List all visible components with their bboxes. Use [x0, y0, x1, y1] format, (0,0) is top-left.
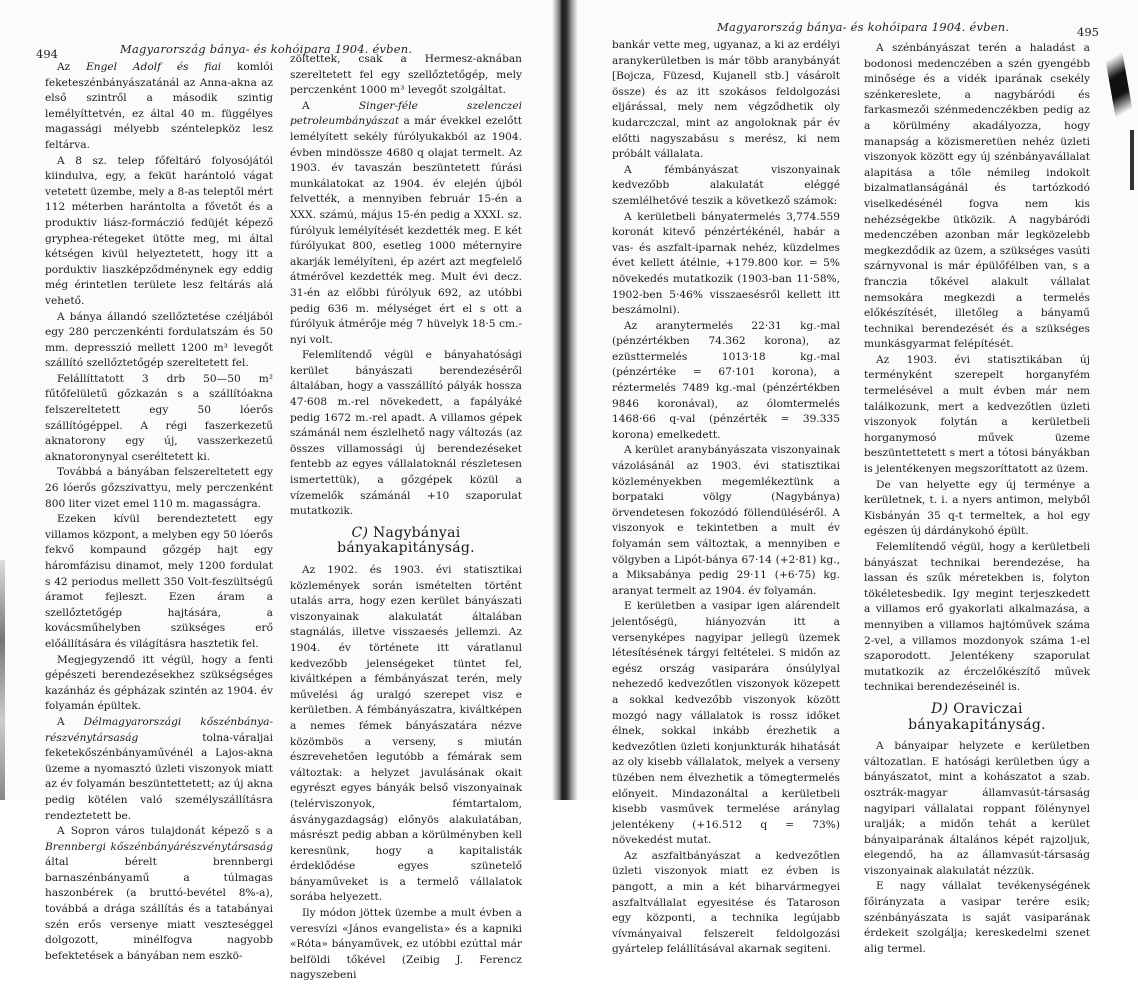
- text-run: Felállíttatott 3 drb 50—50 m² fűtőfelületű gőzkazán s a szállítóakna felszereltetett egy 50 lóerős szállítógéppel. A régi faszerkezetű aknatorony egy új, vasszerkezetű aknatoronynyal cseréltetett ki.: [45, 372, 273, 463]
- paragraph: [864, 739, 1090, 879]
- text-column: [290, 52, 522, 984]
- text-run: Továbbá a bányában felszereltetett egy 26 lóerős gőzszivattyu, mely perczenként 800 liter vizet emel 110 m. magasságra.: [45, 466, 273, 510]
- text-run: A 8 sz. telep főfeltáró folyosójától kiindulva, egy, a feküt harántoló vágat vetetett üzembe, mely a 8-as teleptől mért 112 méterben harántolta a fővetőt és a produktiv liász-formáczió fedüjét képező gryphea-rétegeket ütötte meg, mi által kétségen kivül helyeztetett, hogy itt a porduktiv liaszképződménynek egy eddig még érintetlen területe lesz feltárás alá vehető.: [45, 154, 273, 307]
- text-run: E nagy vállalat tevékenységének főirányzata a vasipar terére esik; szénbányászata is saját vasiparának érdekeit szolgálja; kereskedelmi szenet alig termel.: [864, 880, 1090, 955]
- text-run: által bérelt brennbergi barnaszénbányamű a túlmagas haszonbérek (a bruttó-bevétel 8%-a), továbbá a drága szállítás és a tatabányai szén erős versenye miatt veszteséggel dolgozott, minélfogva nagyobb befektetések a bányában nem eszkö-: [45, 856, 273, 962]
- paragraph: [45, 465, 273, 512]
- paragraph: [290, 99, 522, 349]
- text-run: A kerületbeli bányatermelés 3,774.559 koronát kitevő pénzértékénél, habár a vas- és aszfalt-iparnak nehéz, küzdelmes évet kellett átélnie, +179.800 kor. = 5% növekedés mutatkozik (1903-ban 11·58%, 1902-ben 5·46% visszaesésről kellett itt beszámolni).: [612, 210, 840, 317]
- text-run: A kerület aranybányászata viszonyainak vázolásánál az 1903. évi statisztikai közleményekben megemlékeztünk a borpataki völgy (Nagybánya) örvendetesen fokozódó föllendüléséről. A viszonyok e tekintetben a mult év folyamán sem változtak, a mennyiben e völgyben a Lipót-bánya 67·14 (+2·81) kg., a Miksabánya pedig 29·11 (+6·75) kg. aranyat termelt az 1904. év folyamán.: [612, 444, 840, 597]
- paragraph: [612, 849, 840, 958]
- italic-name: Engel Adolf és fiai: [86, 61, 222, 73]
- paragraph: [290, 906, 522, 984]
- text-run: A szénbányászat terén a haladást a bodonosi medenczében a szén gyengébb minősége és a vidék iparának csekély szénkereslete, a nagybáródi és farkasmezői szénmedenczékben pedig az a körülmény akadályozza, hogy manapság a közismeretüen nehéz üzleti viszonyok között egy új szénbányavállalat alapitása a tőle némileg indokolt bizalmatlanságánál és tartózkodó viselkedésénél fogva nem kis nehézségekbe ütközik. A nagybáródi medenczében azonban már legközelebb megkezdődik az üzem, a szükséges vasúti szárnyvonal is már épülőfélben van, s a franczia tőkével alakult vállalat nemsokára megkezdi a termelés előkészítését, illetőleg a bányamű technikai berendezését és a szükséges munkásgyarmat felépítését.: [864, 42, 1090, 351]
- text-run: Az: [57, 61, 87, 73]
- scan-artifact-mark: [1130, 130, 1134, 190]
- scan-artifact-mark: [1102, 39, 1135, 131]
- paragraph: [864, 41, 1090, 353]
- paragraph: [45, 372, 273, 466]
- text-column: [612, 38, 840, 958]
- text-run: A Sopron város tulajdonát képező s a: [57, 825, 273, 838]
- paragraph: [612, 38, 840, 163]
- paragraph: [45, 154, 273, 310]
- paragraph: [864, 478, 1090, 540]
- section-letter: C): [351, 524, 369, 541]
- text-run: A: [57, 715, 84, 728]
- italic-name: Brennbergi kőszénbányárészvénytársaság: [45, 840, 273, 853]
- text-run: Felemlítendő végül, hogy a kerületbeli bányászat technikai berendezése, ha lassan és szűk méretekben is, folyton tökéletesbedik. Igy megint terjeszkedett a villamos erő gyakorlati alkalmazása, a mennyiben a villamos hajtóművek száma 2-vel, a villamos mozdonyok száma 1-el szaporodott. Jelentékeny szaporulat mutatkozik az érczelőkészítő művek technikai berendezéseinél is.: [864, 541, 1090, 694]
- italic-name: Singer-féle szelenczei petroleumbányászat: [290, 99, 522, 128]
- text-run: Ezeken kívül berendeztetett egy villamos központ, a melyben egy 50 lóerős fekvő kompaund gőzgép hajt egy háromfázisu dinamot, mely 1200 fordulat s 42 periodus mellett 350 Volt-feszültségű áramot fejleszt. Ezen áram a szellőztetőgép hajtására, a kovácsműhelyben szükséges erő előállítására és világításra hasztetik fel.: [45, 513, 273, 650]
- text-run: E kerületben a vasipar igen alárendelt jelentőségü, hiányozván itt a versenyképes nagyipar jellegü üzemek létesítésének tárgyi feltételei. S midőn az egész ország vasiparára ónsúlylyal nehezedő kedvezőtlen viszonyok közepett a sokkal kedvezőbb viszonyok között mozgó nagy vállalatok is rossz időket élnek, sokkal inkább érezhetik a kedvezőtlen üzleti konjunkturák hihatását az oly kisebb vállalatok, melyek a verseny tüzében nem élvezhetik a tömegtermelés előnyeit. Mindazonáltal a kerületbeli kisebb vasművek termelése aránylag jelentékeny (+16.512 q = 73%) növekedést mutat.: [612, 600, 840, 847]
- section-letter: D): [931, 700, 949, 717]
- text-run: Megjegyzendő itt végül, hogy a fenti gépészeti berendezésekhez szükségséges kazánház és gépházak szintén az 1904. év folyamán épültek.: [45, 653, 273, 713]
- paragraph: [864, 879, 1090, 957]
- paragraph: [45, 824, 273, 964]
- running-head: Magyarország bánya- és kohóipara 1904. évben.: [717, 20, 1010, 34]
- paragraph: [864, 540, 1090, 696]
- text-run: A bánya állandó szellőztetése czéljából egy 280 perczenkénti fordulatszám és 50 mm. depresszió mellett 1200 m³ levegőt szállító szellőztetőgép szereltetett fel.: [45, 310, 273, 370]
- paragraph: [290, 52, 522, 99]
- text-column: [864, 41, 1090, 957]
- paragraph: [45, 60, 273, 154]
- text-run: tolna-váraljai feketekőszénbányaművénél a Lajos-akna üzeme a nyomasztó üzleti viszonyok miatt az év folyamán beszüntettetett; az új akna pedig kötélen való személyszállításra rendeztetett be.: [45, 731, 273, 822]
- section-heading: [290, 526, 522, 557]
- text-run: De van helyette egy új terménye a kerületnek, t. i. a nyers antimon, melyből Kisbányán 35 q-t termeltek, a hol egy egészen új dárdánykohó épült.: [864, 478, 1090, 538]
- paragraph: [864, 353, 1090, 478]
- paragraph: [290, 563, 522, 906]
- section-title: Nagybányai bányakapitányság.: [337, 524, 475, 557]
- italic-name: Délmagyarországi kőszénbánya-részvénytársaság: [45, 715, 273, 744]
- right-page: [572, 0, 1138, 956]
- text-run: A fémbányászat viszonyainak kedvezőbb alakulatát eléggé szemlélhetővé teszik a következő számok:: [612, 163, 840, 207]
- page-edge-shadow: [0, 560, 5, 800]
- paragraph: [45, 715, 273, 824]
- paragraph: [290, 348, 522, 520]
- text-run: Ily módon jöttek üzembe a mult évben a veresvízi «János evangelista» és a kapniki «Róta» bányaművek, ez utóbbi ezúttal már belföldi tőkével (Zeibig J. Ferencz nagyszebeni: [290, 907, 522, 982]
- running-head: Magyarország bánya- és kohóipara 1904. évben.: [120, 42, 413, 56]
- paragraph: [45, 310, 273, 372]
- text-run: bankár vette meg, ugyanaz, a ki az erdélyi aranykerületben is már több aranybányát [Bojcza, Füzesd, Kujanell stb.] vásárolt össze) és az itt szokásos feldolgozási eljárással, mely nem végződhetik oly kudarczczal, mint az angoloknak pár év előtti nagyszabásu s merész, ki nem próbált vállalata.: [612, 39, 840, 161]
- text-run: Az aranytermelés 22·31 kg.-mal (pénzértékben 74.362 korona), az ezüsttermelés 1013·18 kg.-mal (pénzértéke = 67·101 korona), a réztermelés 7489 kg.-mal (pénzértékben 9846 koronával), az ólomtermelés 1468·66 q-val (pénzérték = 39.335 korona) emelkedett.: [612, 319, 840, 441]
- section-title: Oraviczai bányakapitányság.: [908, 700, 1046, 733]
- text-run: komlói feketeszénbányászatánál az Anna-akna az első szintről a második szintig lemélyíttetvén, ez által 40 m. függélyes magassági mélyebb széntelepköz lesz feltárva.: [45, 61, 273, 151]
- text-run: Az 1902. és 1903. évi statisztikai közlemények során ismételten történt utalás arra, hogy ezen kerület bányászati viszonyainak alakulatát általában stagnálás, illetve visszaesés jellemzi. Az 1904. év története itt váratlanul kedvezőbb jelenségeket tüntet fel, kiváltképen a fémbányászat terén, mely művelési ág uralgó szerepet visz e kerületben. A fémbányászatra, kiváltképen a nemes fémek bányászatára nézve közömbös a verseny, s miután észrevehetően legutóbb a fémárak sem változtak: a helyzet javulásának okait egyrészt egyes bányák belső viszonyainak (telérviszonyok, fémtartalom, ásványgazdagság) előnyös alakulatában, másrészt pedig abban a körülményben kell keresnünk, hogy a kapitalisták érdeklődése egyes szünetelő bányaműveket is a termelő vállalatok sorába helyezett.: [290, 564, 522, 904]
- paragraph: [45, 653, 273, 715]
- paragraph: [612, 319, 840, 444]
- text-run: Az 1903. évi statisztikában új terményként szerepelt horganyfém termelésével a mult évben már nem találkozunk, mert a kedvezőtlen üzleti viszonyok folytán a kerületbeli horganymosó művek üzeme beszüntettetett s mert a tótosi bányákban is jelentékenyen megszoríttatott az üzem.: [864, 353, 1090, 476]
- paragraph: [612, 443, 840, 599]
- text-run: A bányaipar helyzete e kerületben változatlan. E hatósági kerületben úgy a bányászatot, mint a kohászatot a szab. osztrák-magyar államvasút-társaság nagyipari vállalatai roppant fölénynyel uralják; a midőn tehát a kerület bányaiparának általános képét rajzoljuk, elegendő, ha az államvasút-társaság viszonyainak alakulatát nézzük.: [864, 740, 1090, 877]
- paragraph: [612, 163, 840, 210]
- left-page: [0, 0, 566, 982]
- page-number: 494: [36, 47, 58, 61]
- text-run: zöltettek, csak a Hermesz-aknában szereltetett fel egy szellőztetőgép, mely perczenként 1000 m³ levegőt szolgáltat.: [290, 53, 522, 97]
- text-run: Felemlítendő végül e bányahatósági kerület bányászati berendezéséről általában, hogy a vasszállító pályák hossza 47·608 m.-rel növekedett, a fapályáké pedig 1672 m.-rel apadt. A villamos gépek számánál nem észlelhető nagy változás (az összes villamossági új berendezéseket fentebb az egyes vállalatoknál részletesen ismertettük), a gőzgépek közül a vízemelők számánál +10 szaporulat mutatkozik.: [290, 349, 522, 518]
- text-column: [45, 60, 273, 964]
- page-number: 495: [1077, 25, 1099, 39]
- paragraph: [612, 599, 840, 849]
- paragraph: [612, 210, 840, 319]
- paragraph: [45, 512, 273, 652]
- text-run: Az aszfaltbányászat a kedvezőtlen üzleti viszonyok miatt ez évben is pangott, a min a két biharvármegyei aszfaltvállalat egyesitése és Tataroson egy központi, a technika legújabb vívmányaival felszerelt feldolgozási gyártelep felállításával akarnak segiteni.: [612, 849, 840, 956]
- section-heading: [864, 702, 1090, 733]
- text-run: a már évekkel ezelőtt lemélyített sekély fúrólyukakból az 1904. évben mindössze 4680 q olajat termelt. Az 1903. év tavaszán beszüntetett fúrási munkálatokat az 1904. év elején újból felvették, a mennyiben február 15-én a XXX. számú, május 15-én pedig a XXXI. sz. fúrólyuk lemélyítését kezdették meg. E két fúrólyukat 800, esetleg 1000 méternyire akarják lemélyíteni, ép azért azt megfelelő átmérővel kezdették meg. Mult évi decz. 31-én az előbbi fúrólyuk 692, az utóbbi pedig 636 m. mélységet ért el s ott a fúrólyuk átmérője még 7 hüvelyk 18·5 cm.-nyi volt.: [290, 115, 522, 346]
- text-run: A: [302, 99, 359, 112]
